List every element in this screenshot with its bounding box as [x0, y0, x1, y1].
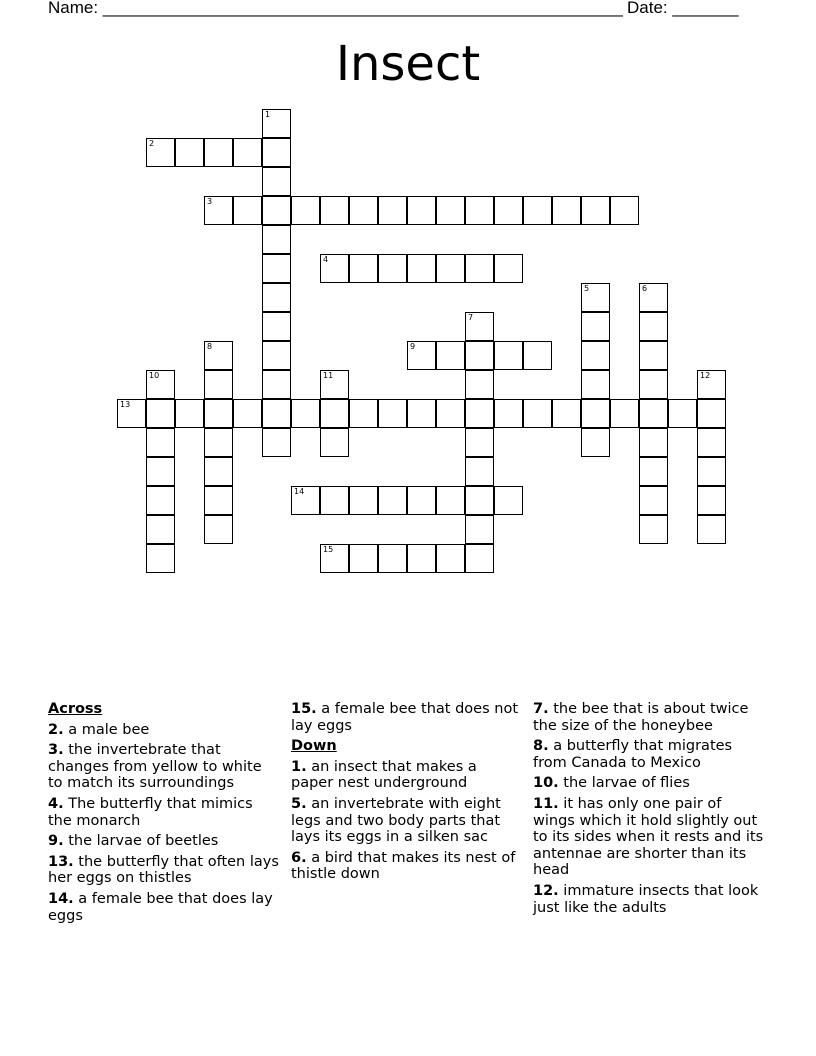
cell-number: 7	[468, 313, 474, 322]
clues-column-3	[533, 701, 765, 920]
grid-cell[interactable]	[552, 196, 581, 225]
grid-cell[interactable]	[639, 428, 668, 457]
grid-cell[interactable]	[349, 486, 378, 515]
clue-down	[291, 850, 523, 883]
grid-cell[interactable]	[320, 544, 349, 573]
grid-cell[interactable]	[436, 254, 465, 283]
clue-number: 8.	[533, 738, 549, 755]
cell-number: 6	[642, 284, 648, 293]
clue-number: 11.	[533, 795, 559, 812]
clue-text: the larvae of beetles	[68, 833, 219, 850]
across-heading: Across	[48, 701, 103, 717]
grid-cell[interactable]	[494, 341, 523, 370]
grid-cell[interactable]	[697, 457, 726, 486]
grid-cell[interactable]	[320, 428, 349, 457]
grid-cell[interactable]	[378, 196, 407, 225]
grid-cell[interactable]	[262, 225, 291, 254]
grid-cell[interactable]	[146, 544, 175, 573]
clue-number: 2.	[48, 721, 64, 738]
grid-cell[interactable]	[378, 544, 407, 573]
clue-text: the bee that is about twice the size of the honeybee	[533, 701, 749, 734]
grid-cell[interactable]	[436, 341, 465, 370]
grid-cell[interactable]	[262, 109, 291, 138]
puzzle-title: Insect	[335, 36, 481, 92]
grid-cell[interactable]	[204, 370, 233, 399]
grid-cell[interactable]	[639, 515, 668, 544]
grid-cell[interactable]	[204, 138, 233, 167]
grid-cell[interactable]	[465, 457, 494, 486]
grid-cell[interactable]	[320, 196, 349, 225]
clue-text: an insect that makes a paper nest underground	[291, 758, 477, 792]
grid-cell[interactable]	[146, 138, 175, 167]
grid-cell[interactable]	[552, 399, 581, 428]
cell-number: 8	[207, 342, 213, 351]
cell-number: 9	[410, 342, 416, 351]
clue-number: 12.	[533, 882, 559, 899]
grid-cell[interactable]	[146, 428, 175, 457]
grid-cell[interactable]	[436, 196, 465, 225]
grid-cell[interactable]	[291, 486, 320, 515]
clue-number: 14.	[48, 890, 74, 907]
grid-cell[interactable]	[697, 399, 726, 428]
cell-number: 1	[265, 110, 271, 119]
grid-cell[interactable]	[204, 428, 233, 457]
cell-number: 15	[323, 545, 334, 554]
clue-text: the butterfly that often lays her eggs on thistles	[48, 853, 279, 887]
clue-text: a female bee that does lay eggs	[48, 890, 273, 924]
grid-cell[interactable]	[581, 341, 610, 370]
grid-cell[interactable]	[407, 254, 436, 283]
cell-number: 11	[323, 371, 334, 380]
grid-cell[interactable]	[320, 399, 349, 428]
grid-cell[interactable]	[233, 196, 262, 225]
grid-cell[interactable]	[204, 341, 233, 370]
grid-cell[interactable]	[291, 196, 320, 225]
grid-cell[interactable]	[639, 341, 668, 370]
grid-cell[interactable]	[668, 399, 697, 428]
grid-cell[interactable]	[407, 544, 436, 573]
clue-across	[48, 891, 280, 924]
grid-cell[interactable]	[407, 341, 436, 370]
grid-cell[interactable]	[175, 399, 204, 428]
grid-cell[interactable]	[581, 312, 610, 341]
grid-cell[interactable]	[262, 399, 291, 428]
grid-cell[interactable]	[697, 486, 726, 515]
grid-cell[interactable]	[262, 254, 291, 283]
grid-cell[interactable]	[204, 399, 233, 428]
clue-text: The butterfly that mimics the monarch	[48, 795, 253, 829]
grid-cell[interactable]	[494, 399, 523, 428]
grid-cell[interactable]	[262, 341, 291, 370]
grid-cell[interactable]	[262, 167, 291, 196]
grid-cell[interactable]	[465, 370, 494, 399]
grid-cell[interactable]	[436, 544, 465, 573]
down-heading: Down	[291, 738, 337, 755]
cell-number: 3	[207, 197, 213, 206]
grid-cell[interactable]	[204, 486, 233, 515]
grid-cell[interactable]	[204, 457, 233, 486]
grid-cell[interactable]	[494, 486, 523, 515]
cell-number: 10	[149, 371, 160, 380]
clue-down	[533, 701, 765, 734]
grid-cell[interactable]	[610, 196, 639, 225]
clue-number: 4.	[48, 795, 64, 812]
grid-cell[interactable]	[465, 341, 494, 370]
grid-cell[interactable]	[146, 370, 175, 399]
clue-down	[291, 759, 523, 792]
cell-number: 5	[584, 284, 590, 293]
clue-text: a butterfly that migrates from Canada to Mexico	[533, 738, 733, 771]
clue-number: 9.	[48, 833, 64, 850]
grid-cell[interactable]	[697, 370, 726, 399]
clue-text: immature insects that look just like the adults	[533, 882, 759, 916]
grid-cell[interactable]	[320, 486, 349, 515]
grid-cell[interactable]	[639, 370, 668, 399]
grid-cell[interactable]	[639, 486, 668, 515]
grid-cell[interactable]	[146, 486, 175, 515]
grid-cell[interactable]	[523, 196, 552, 225]
clue-down	[533, 883, 765, 916]
clue-across	[48, 742, 280, 792]
grid-cell[interactable]	[407, 196, 436, 225]
clue-text: a male bee	[68, 721, 150, 738]
clue-number: 6.	[291, 849, 307, 866]
grid-cell[interactable]	[407, 399, 436, 428]
grid-cell[interactable]	[262, 370, 291, 399]
cell-number: 12	[700, 371, 711, 380]
date-line: Date: _______	[627, 0, 739, 17]
clue-across	[48, 833, 280, 850]
clue-number: 5.	[291, 795, 307, 812]
clue-number: 10.	[533, 775, 559, 792]
clue-text: the larvae of flies	[563, 775, 690, 792]
grid-cell[interactable]	[349, 399, 378, 428]
clues-column-1	[48, 701, 280, 928]
grid-cell[interactable]	[349, 544, 378, 573]
grid-cell[interactable]	[233, 138, 262, 167]
cell-number: 13	[120, 400, 131, 409]
grid-cell[interactable]	[465, 428, 494, 457]
grid-cell[interactable]	[146, 515, 175, 544]
grid-cell[interactable]	[320, 254, 349, 283]
grid-cell[interactable]	[523, 399, 552, 428]
grid-cell[interactable]	[639, 312, 668, 341]
cell-number: 4	[323, 255, 329, 264]
clue-across	[48, 722, 280, 739]
clue-down	[291, 796, 523, 846]
grid-cell[interactable]	[581, 399, 610, 428]
grid-cell[interactable]	[581, 428, 610, 457]
cell-number: 2	[149, 139, 155, 148]
grid-cell[interactable]	[697, 515, 726, 544]
grid-cell[interactable]	[320, 370, 349, 399]
grid-cell[interactable]	[262, 138, 291, 167]
grid-cell[interactable]	[146, 399, 175, 428]
clue-down	[533, 775, 765, 792]
grid-cell[interactable]	[262, 196, 291, 225]
grid-cell[interactable]	[407, 486, 436, 515]
grid-cell[interactable]	[465, 544, 494, 573]
grid-cell[interactable]	[378, 254, 407, 283]
grid-cell[interactable]	[639, 283, 668, 312]
clue-number: 3.	[48, 742, 64, 759]
clue-number: 13.	[48, 853, 74, 870]
grid-cell[interactable]	[146, 457, 175, 486]
grid-cell[interactable]	[291, 399, 320, 428]
grid-cell[interactable]	[262, 428, 291, 457]
grid-cell[interactable]	[262, 283, 291, 312]
clue-text: a bird that makes its nest of thistle down	[291, 849, 516, 883]
clues-column-2	[291, 701, 523, 887]
grid-cell[interactable]	[697, 428, 726, 457]
clue-down	[533, 796, 765, 879]
grid-cell[interactable]	[436, 399, 465, 428]
clue-text: a female bee that does not lay eggs	[291, 701, 519, 734]
grid-cell[interactable]	[204, 196, 233, 225]
grid-cell[interactable]	[639, 399, 668, 428]
clue-number: 7.	[533, 701, 549, 717]
grid-cell[interactable]	[262, 312, 291, 341]
grid-cell[interactable]	[233, 399, 262, 428]
grid-cell[interactable]	[581, 196, 610, 225]
grid-cell[interactable]	[581, 370, 610, 399]
grid-cell[interactable]	[117, 399, 146, 428]
clue-text: an invertebrate with eight legs and two body parts that lays its eggs in a silken sac	[291, 795, 501, 846]
grid-cell[interactable]	[349, 196, 378, 225]
grid-cell[interactable]	[465, 486, 494, 515]
grid-cell[interactable]	[175, 138, 204, 167]
clue-number: 1.	[291, 758, 307, 775]
clue-down	[533, 738, 765, 771]
clue-text: the invertebrate that changes from yellow to white to match its surroundings	[48, 742, 262, 792]
grid-cell[interactable]	[378, 399, 407, 428]
cell-number: 14	[294, 487, 305, 496]
grid-cell[interactable]	[494, 254, 523, 283]
grid-cell[interactable]	[436, 486, 465, 515]
clue-across	[48, 796, 280, 829]
grid-cell[interactable]	[204, 515, 233, 544]
name-line: Name: _______________________________________________________	[48, 0, 623, 17]
grid-cell[interactable]	[581, 283, 610, 312]
grid-cell[interactable]	[465, 515, 494, 544]
grid-cell[interactable]	[349, 254, 378, 283]
clue-text: it has only one pair of wings which it hold slightly out to its sides when it rests and its antennae are shorter than its head	[533, 795, 764, 879]
grid-cell[interactable]	[494, 196, 523, 225]
grid-cell[interactable]	[610, 399, 639, 428]
clue-across	[48, 854, 280, 887]
grid-cell[interactable]	[639, 457, 668, 486]
grid-cell[interactable]	[378, 486, 407, 515]
grid-cell[interactable]	[465, 399, 494, 428]
grid-cell[interactable]	[523, 341, 552, 370]
grid-cell[interactable]	[465, 196, 494, 225]
clue-number: 15.	[291, 701, 317, 717]
grid-cell[interactable]	[465, 312, 494, 341]
grid-cell[interactable]	[465, 254, 494, 283]
clue-across	[291, 701, 523, 734]
